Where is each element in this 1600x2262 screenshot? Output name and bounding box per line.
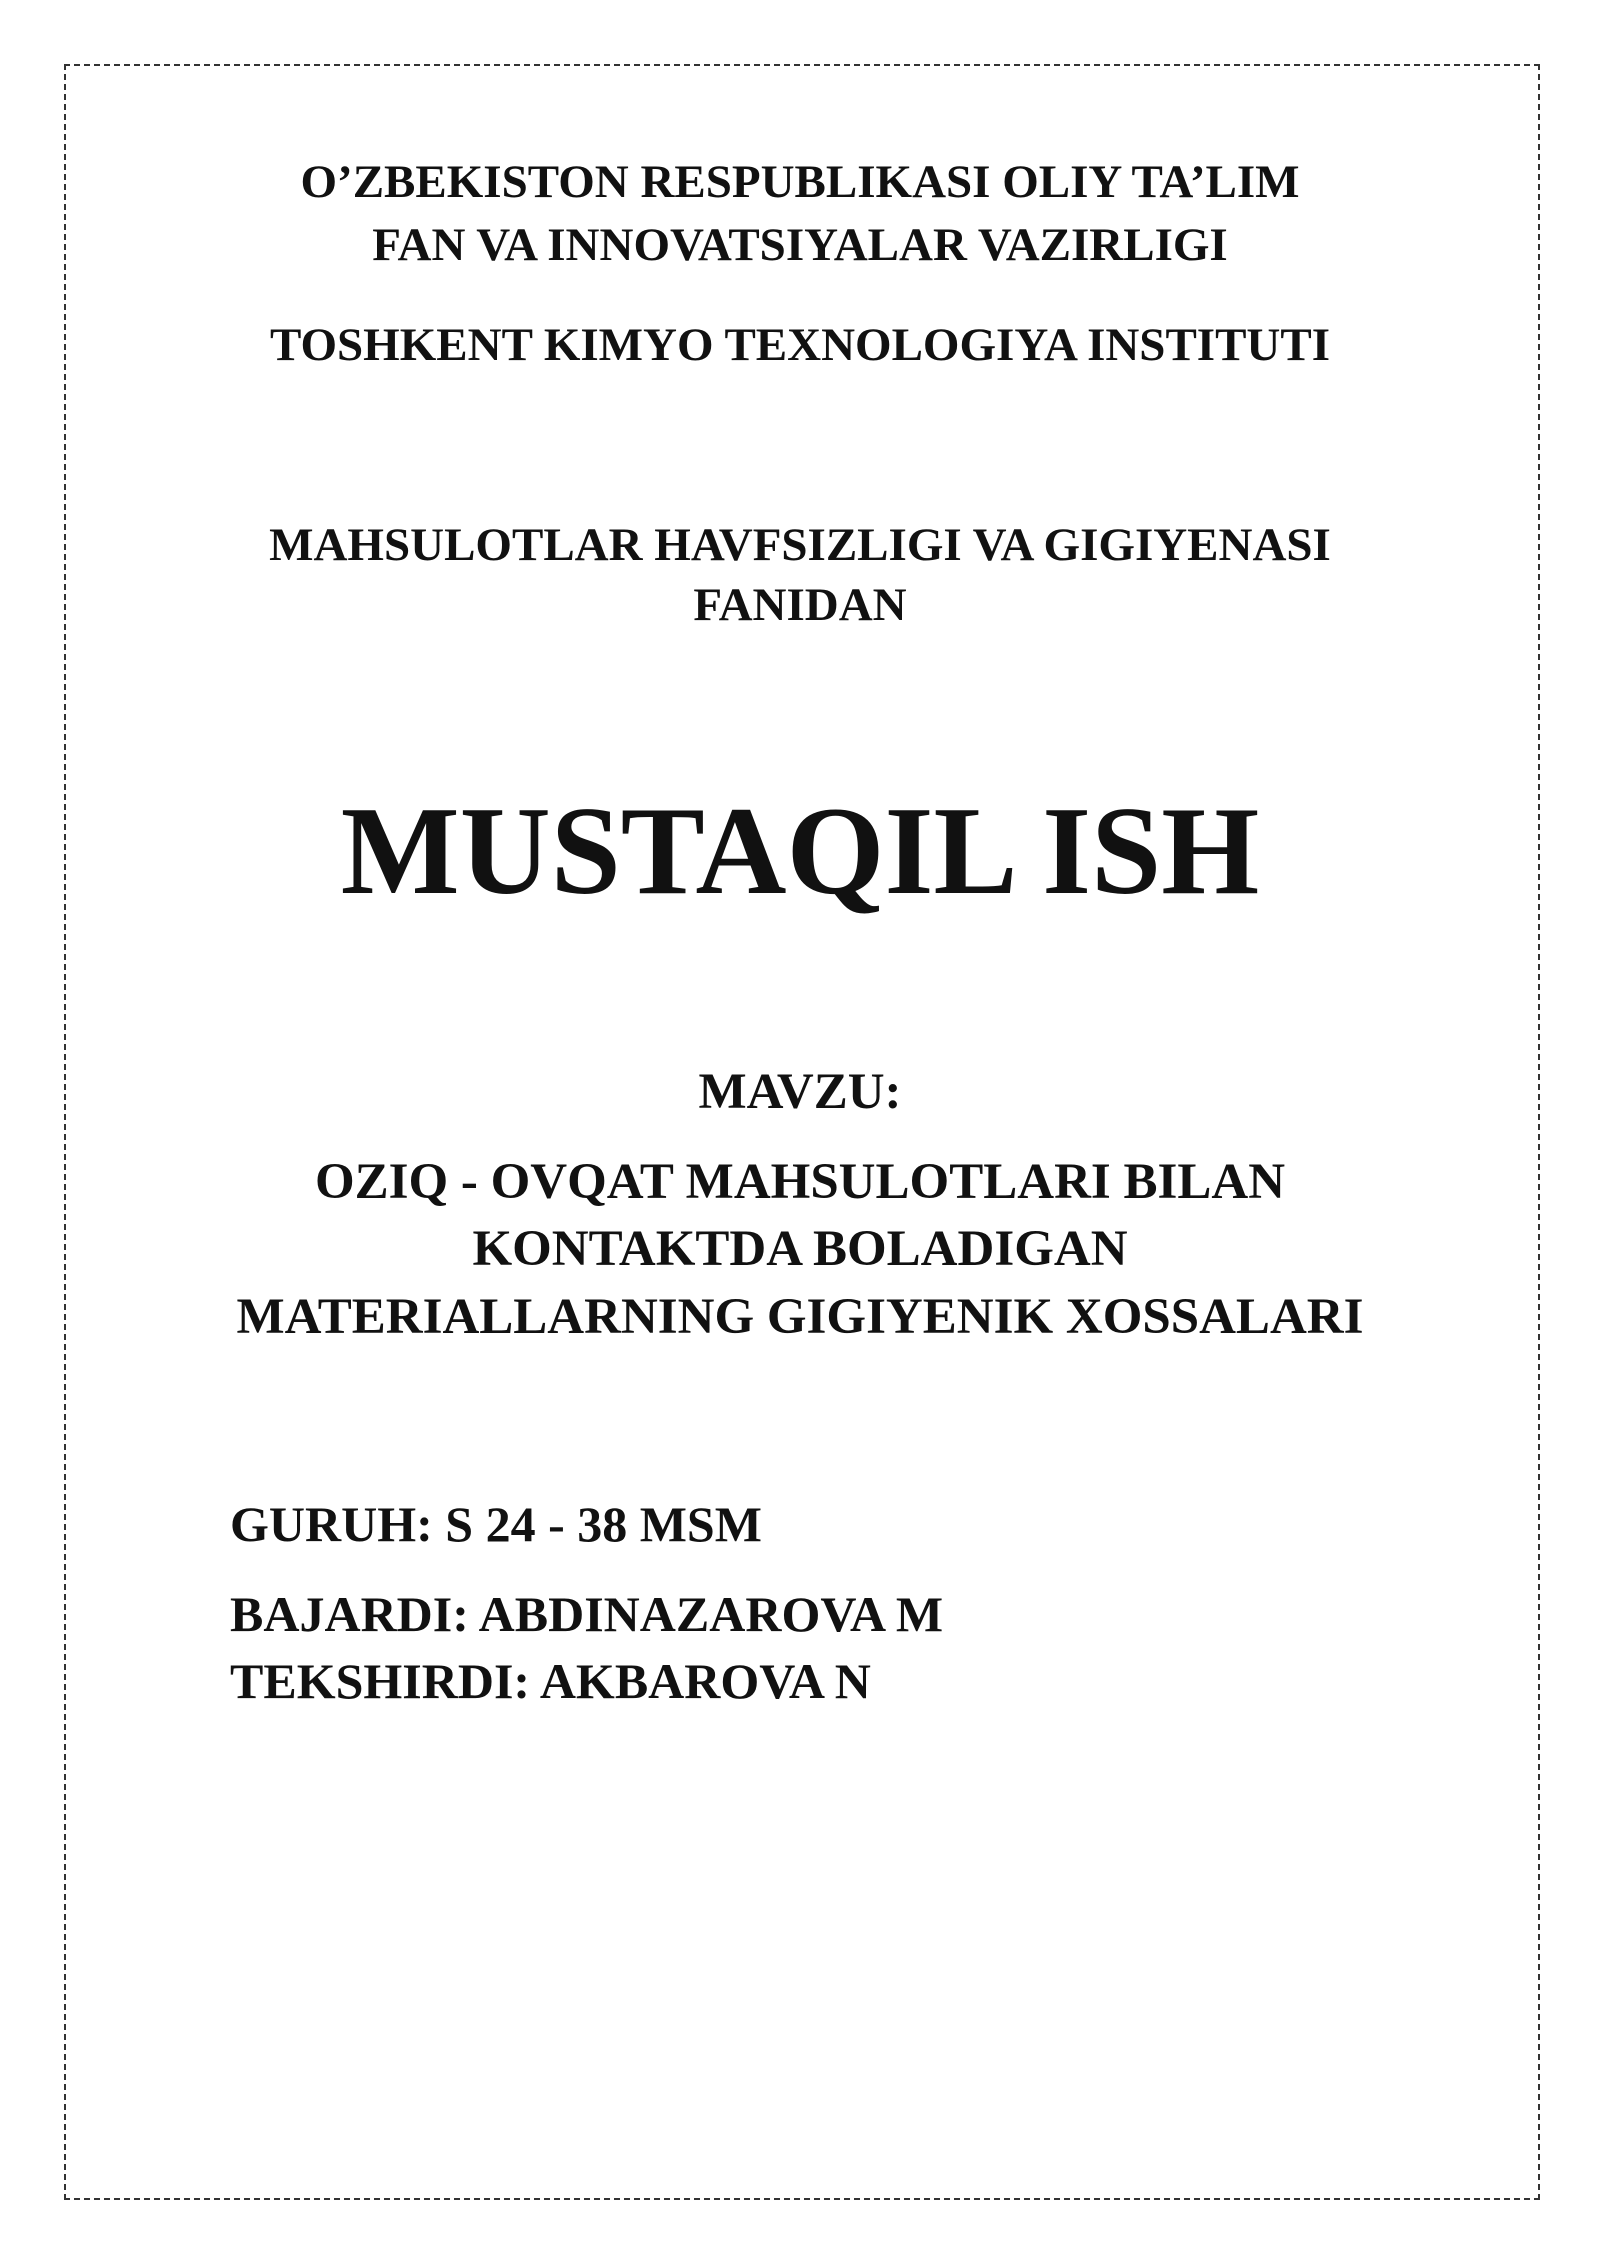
topic-label: MAVZU: — [698, 1064, 902, 1120]
institute-name: TOSHKENT KIMYO TEXNOLOGIYA INSTITUTI — [269, 319, 1331, 371]
ministry-line-2: FAN VA INNOVATSIYALAR VAZIRLIGI — [372, 219, 1228, 271]
author-info: BAJARDI: ABDINAZAROVA M — [230, 1586, 944, 1642]
group-info: GURUH: S 24 - 38 MSM — [230, 1496, 762, 1552]
ministry-line-1: O’ZBEKISTON RESPUBLIKASI OLIY TA’LIM — [300, 156, 1300, 208]
subject-line-1: MAHSULOTLAR HAVFSIZLIGI VA GIGIYENASI — [269, 519, 1331, 571]
document-title: MUSTAQIL ISH — [340, 782, 1260, 921]
topic-line-1: OZIQ - OVQAT MAHSULOTLARI BILAN — [314, 1154, 1286, 1210]
page-border — [64, 64, 1540, 2200]
topic-line-2: KONTAKTDA BOLADIGAN — [472, 1221, 1128, 1277]
topic-line-3: MATERIALLARNING GIGIYENIK XOSSALARI — [236, 1289, 1364, 1345]
reviewer-info: TEKSHIRDI: AKBAROVA N — [230, 1653, 871, 1709]
subject-line-2: FANIDAN — [693, 579, 907, 631]
